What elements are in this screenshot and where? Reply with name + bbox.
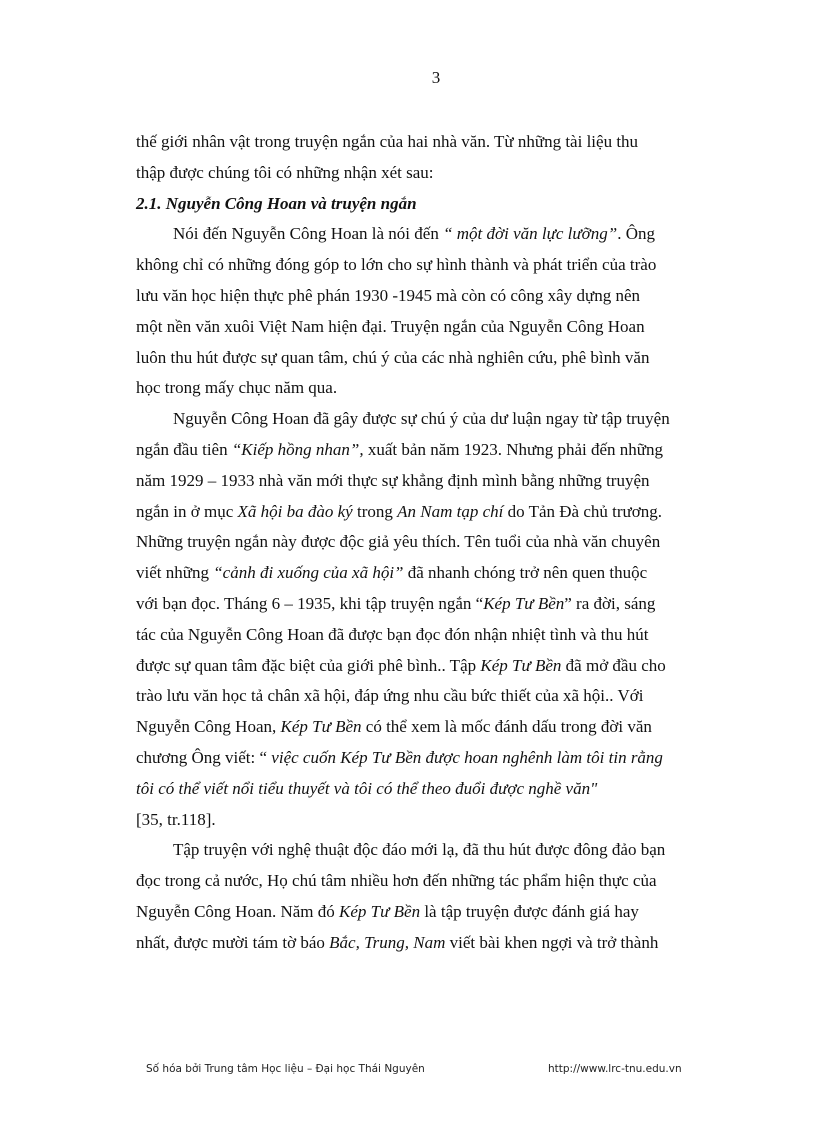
text-line: đọc trong cả nước, Họ chú tâm nhiều hơn đến những tác phẩm hiện thực của: [136, 871, 657, 891]
text-line: ngắn đầu tiên “Kiếp hồng nhan”, xuất bản năm 1923. Nhưng phải đến những: [136, 439, 663, 459]
text-line: Nguyễn Công Hoan, Kép Tư Bền có thể xem là mốc đánh dấu trong đời văn: [136, 717, 652, 737]
text-line: năm 1929 – 1933 nhà văn mới thực sự khẳng định mình bằng những truyện: [136, 470, 650, 490]
text-line: học trong mấy chục năm qua.: [136, 378, 338, 398]
text-line: một nền văn xuôi Việt Nam hiện đại. Truyện ngắn của Nguyễn Công Hoan: [136, 316, 645, 336]
text-line: chương Ông viết: “ việc cuốn Kép Tư Bền được hoan nghênh làm tôi tin rằng: [136, 747, 663, 767]
text-line: lưu văn học hiện thực phê phán 1930 -1945 mà còn có công xây dựng nên: [136, 285, 640, 305]
quote-line: tôi có thể viết nổi tiểu thuyết và tôi có thể theo đuổi được nghề văn": [136, 778, 598, 798]
section-heading: 2.1. Nguyễn Công Hoan và truyện ngắn: [136, 193, 417, 213]
text-line: thập được chúng tôi có những nhận xét sau:: [136, 162, 434, 182]
footer-url: http://www.lrc-tnu.edu.vn: [548, 1063, 682, 1075]
text-line: thế giới nhân vật trong truyện ngắn của hai nhà văn. Từ những tài liệu thu: [136, 132, 639, 151]
text-line: với bạn đọc. Tháng 6 – 1935, khi tập truyện ngắn “Kép Tư Bền” ra đời, sáng: [136, 593, 656, 613]
text-line: Những truyện ngắn này được độc giả yêu thích. Tên tuổi của nhà văn chuyên: [136, 532, 661, 552]
text-line: trào lưu văn học tả chân xã hội, đáp ứng nhu cầu bức thiết của xã hội.. Với: [136, 686, 644, 706]
citation: [35, tr.118].: [136, 809, 216, 829]
text-line: Nguyễn Công Hoan đã gây được sự chú ý của dư luận ngay từ tập truyện: [173, 409, 670, 429]
footer-source: Số hóa bởi Trung tâm Học liệu – Đại học Thái Nguyên: [146, 1063, 425, 1075]
body-text: [136, 127, 738, 959]
text-line: không chỉ có những đóng góp to lớn cho sự hình thành và phát triển của trào: [136, 255, 657, 275]
text-line: luôn thu hút được sự quan tâm, chú ý của các nhà nghiên cứu, phê bình văn: [136, 347, 650, 367]
text-line: viết những “cảnh đi xuống của xã hội” đã nhanh chóng trở nên quen thuộc: [136, 563, 648, 583]
text-line: được sự quan tâm đặc biệt của giới phê bình.. Tập Kép Tư Bền đã mở đầu cho: [136, 655, 666, 675]
page-number: 3: [431, 68, 441, 87]
text-line: Tập truyện với nghệ thuật độc đáo mới lạ, đã thu hút được đông đảo bạn: [173, 840, 666, 860]
text-line: tác của Nguyễn Công Hoan đã được bạn đọc đón nhận nhiệt tình và thu hút: [136, 624, 649, 644]
text-line: Nói đến Nguyễn Công Hoan là nói đến “ một đời văn lực lưỡng”. Ông: [173, 224, 655, 244]
text-line: ngắn in ở mục Xã hội ba đào ký trong An Nam tạp chí do Tản Đà chủ trương.: [136, 501, 662, 521]
text-line: nhất, được mười tám tờ báo Bắc, Trung, Nam viết bài khen ngợi và trở thành: [136, 932, 659, 952]
text-line: Nguyễn Công Hoan. Năm đó Kép Tư Bền là tập truyện được đánh giá hay: [136, 901, 639, 921]
